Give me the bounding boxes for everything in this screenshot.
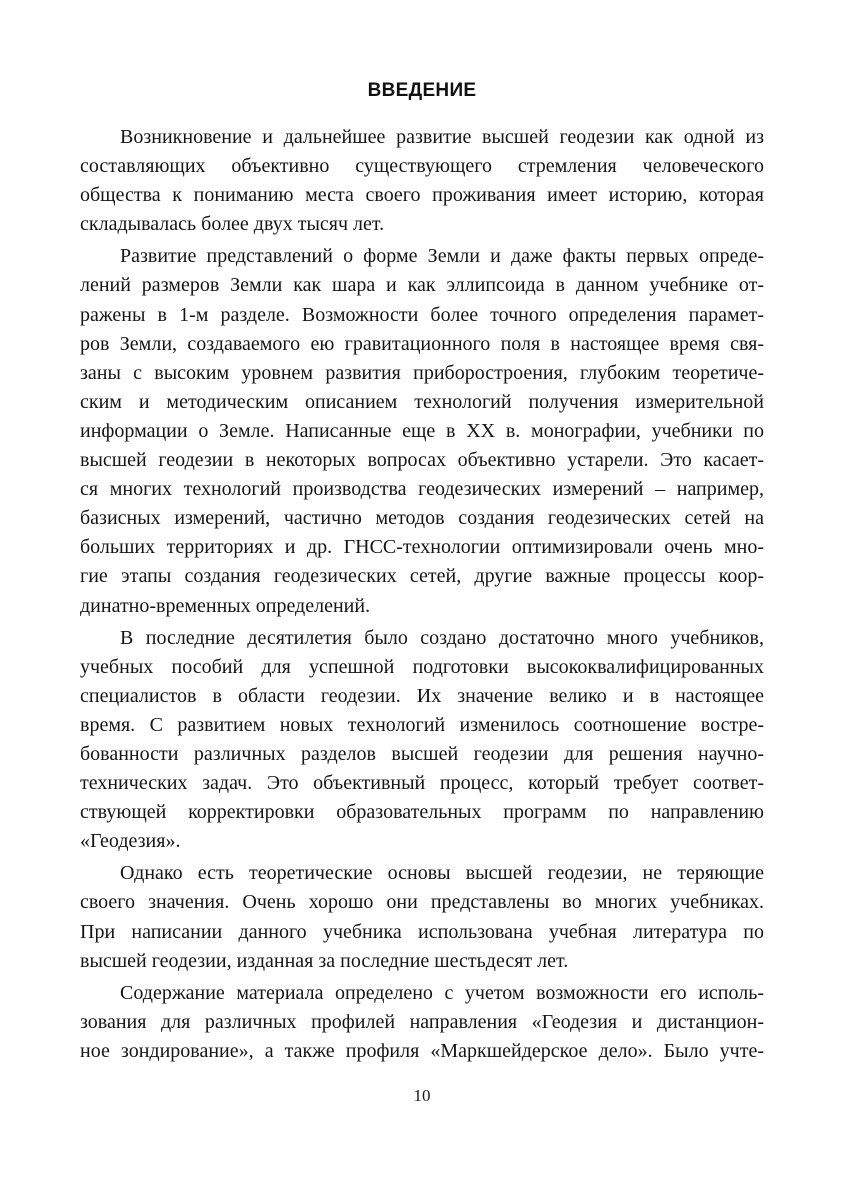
text-line: динатно-временных определений. bbox=[80, 594, 371, 617]
text-line: составляющих объективно существующего стремления человеческого bbox=[80, 155, 764, 178]
text-line: время. С развитием новых технологий изменилось соотношение востре- bbox=[80, 713, 764, 736]
text-line: складывалась более двух тысяч лет. bbox=[80, 213, 385, 236]
text-line: высшей геодезии, изданная за последние шестьдесят лет. bbox=[80, 949, 569, 972]
text-line: «Геодезия». bbox=[80, 830, 181, 853]
text-line: технических задач. Это объективный процесс, который требует соответ- bbox=[80, 772, 764, 795]
text-line: лений размеров Земли как шара и как эллипсоида в данном учебнике от- bbox=[80, 274, 764, 297]
text-line: базисных измерений, частично методов создания геодезических сетей на bbox=[80, 507, 764, 530]
text-line: учебных пособий для успешной подготовки высококвалифицированных bbox=[80, 655, 764, 678]
text-line: ражены в 1-м разделе. Возможности более точного определения парамет- bbox=[80, 303, 764, 326]
paragraph bbox=[80, 123, 764, 239]
text-line: общества к пониманию места своего проживания имеет историю, которая bbox=[80, 184, 764, 207]
text-line: ским и методическим описанием технологий получения измерительной bbox=[80, 390, 764, 413]
text-line: зования для различных профилей направления «Геодезия и дистанцион- bbox=[80, 1010, 764, 1033]
text-line: высшей геодезии в некоторых вопросах объективно устарели. Это касает- bbox=[80, 449, 764, 472]
page-number: 10 bbox=[413, 1086, 431, 1105]
section-heading: ВВЕДЕНИЕ bbox=[367, 80, 477, 101]
text-line: В последние десятилетия было создано достаточно много учебников, bbox=[120, 626, 764, 649]
text-line: информации о Земле. Написанные еще в XX в. монографии, учебники по bbox=[80, 419, 764, 442]
text-line: ся многих технологий производства геодезических измерений – например, bbox=[80, 478, 764, 501]
paragraph bbox=[80, 624, 764, 857]
text-line: Развитие представлений о форме Земли и даже факты первых опреде- bbox=[120, 245, 764, 268]
text-line: гие этапы создания геодезических сетей, другие важные процессы коор- bbox=[80, 565, 764, 588]
text-line: больших территориях и др. ГНСС-технологии оптимизировали очень мно- bbox=[80, 536, 764, 559]
paragraph bbox=[80, 859, 764, 975]
body-text bbox=[80, 123, 764, 1066]
text-line: Содержание материала определено с учетом возможности его исполь- bbox=[120, 981, 764, 1004]
text-line: ное зондирование», а также профиля «Маркшейдерское дело». Было учте- bbox=[80, 1039, 764, 1062]
paragraph bbox=[80, 242, 764, 620]
paragraph bbox=[80, 979, 764, 1066]
text-line: Однако есть теоретические основы высшей геодезии, не теряющие bbox=[120, 862, 764, 885]
text-line: ров Земли, создаваемого ею гравитационного поля в настоящее время свя- bbox=[80, 332, 764, 355]
text-line: При написании данного учебника использована учебная литература по bbox=[80, 920, 764, 943]
text-line: ствующей корректировки образовательных программ по направлению bbox=[80, 801, 764, 824]
text-line: своего значения. Очень хорошо они представлены во многих учебниках. bbox=[80, 891, 764, 914]
text-line: бованности различных разделов высшей геодезии для решения научно- bbox=[80, 742, 764, 765]
text-line: специалистов в области геодезии. Их значение велико и в настоящее bbox=[80, 684, 764, 707]
text-line: Возникновение и дальнейшее развитие высшей геодезии как одной из bbox=[120, 126, 764, 148]
text-line: заны с высоким уровнем развития приборостроения, глубоким теоретиче- bbox=[80, 361, 764, 384]
